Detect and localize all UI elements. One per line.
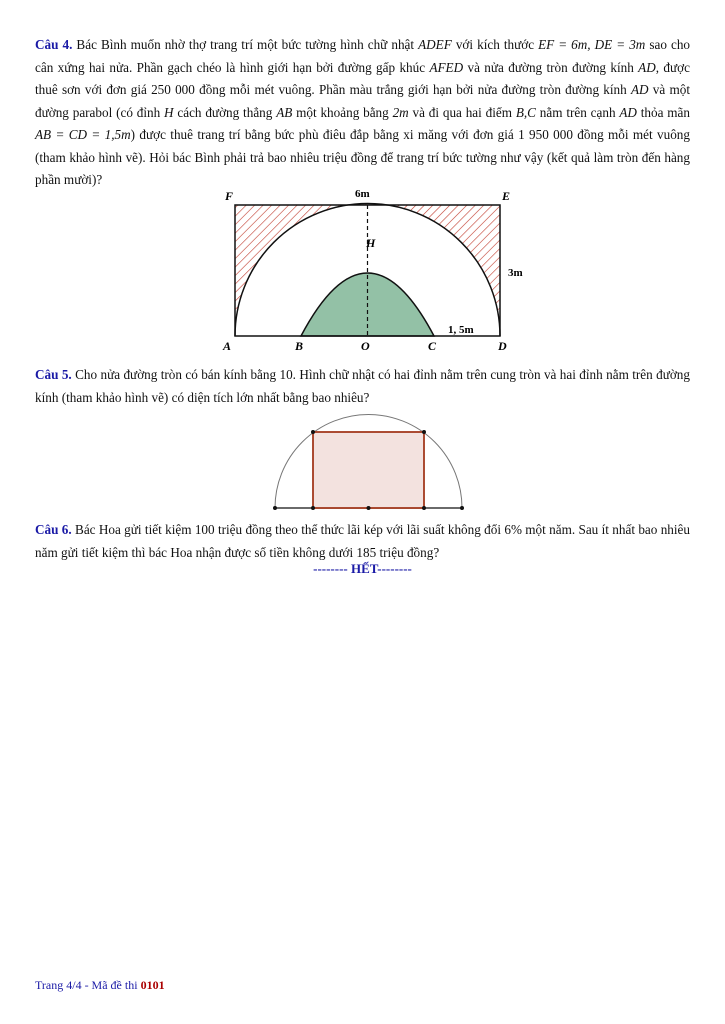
text: và đi qua hai điểm	[408, 104, 516, 120]
end-marker: -------- HẾT--------	[313, 561, 412, 576]
text: ) được thuê trang trí bằng bức phù điêu đắp bằng xi măng với đơn giá 1 950 000 đồng mỗi mét vuông (tham khảo hình vẽ). Hỏi bác Bình phải trả bao nhiêu triệu đồng để trang trí bức tường như vậy (kết quả làm tròn đến hàng phần mười)?	[35, 127, 690, 187]
question-5	[35, 364, 690, 409]
text: nằm trên cạnh	[535, 104, 620, 120]
math: 2m	[392, 104, 409, 120]
figure-semicircle-rectangle	[268, 410, 468, 514]
question-label: Câu 6.	[35, 522, 72, 537]
exam-code: 0101	[140, 978, 165, 992]
text: một khoảng bằng	[292, 104, 393, 120]
label-O: O	[361, 339, 370, 353]
text: và nửa đường tròn đường kính	[463, 59, 639, 75]
vertex-point	[422, 506, 426, 510]
endpoint	[273, 506, 277, 510]
math: AD	[619, 104, 637, 120]
math: B,C	[515, 104, 536, 120]
footer-text: Trang 4/4 - Mã đề thi	[35, 978, 141, 992]
question-label: Câu 5.	[35, 367, 72, 382]
math: EF = 6m,	[538, 37, 591, 52]
text: , được thuê sơn với đơn giá 250 000 đồng mỗi mét vuông. Phần màu trắng giới hạn bởi nửa đường tròn đường kính	[35, 59, 690, 97]
inscribed-rectangle	[313, 432, 424, 508]
math: AB	[276, 104, 293, 120]
label-E: E	[502, 189, 511, 203]
vertex-point	[422, 430, 426, 434]
text: Bác Hoa gửi tiết kiệm 100 triệu đồng theo thể thức lãi kép với lãi suất không đổi 6% một năm. Sau ít nhất bao nhiêu năm gửi tiết kiệm thì bác Hoa nhận được số tiền không dưới 185 triệu đồng?	[35, 522, 690, 560]
math: DE = 3m	[594, 37, 646, 52]
math: AD	[630, 82, 649, 97]
text: và một đường parabol (có đỉnh	[35, 82, 690, 120]
endpoint	[460, 506, 464, 510]
math: H	[164, 104, 174, 120]
label-F: F	[225, 189, 234, 203]
center-point	[367, 506, 371, 510]
label-right: 3m	[508, 267, 523, 279]
figure-wall-diagram	[215, 185, 525, 355]
text: cách đường thẳng	[173, 104, 277, 120]
math: AB = CD = 1,5m	[35, 127, 131, 142]
label-A: A	[223, 339, 232, 353]
label-seg: 1, 5m	[448, 324, 474, 336]
label-B: B	[295, 339, 304, 353]
math: AD	[638, 59, 656, 75]
label-top: 6m	[355, 188, 370, 200]
label-C: C	[428, 339, 437, 353]
page-footer	[35, 978, 165, 993]
question-6	[35, 519, 690, 564]
text: với kích thước	[451, 37, 539, 52]
label-D: D	[498, 339, 507, 353]
math: ADEF	[418, 37, 452, 52]
vertex-point	[311, 506, 315, 510]
text: Bác Bình muốn nhờ thợ trang trí một bức tường hình chữ nhật	[72, 37, 419, 52]
text: thỏa mãn	[636, 104, 690, 120]
question-4	[35, 34, 690, 192]
text: Cho nửa đường tròn có bán kính bằng 10. Hình chữ nhật có hai đỉnh nằm trên cung tròn và hai đỉnh nằm trên đường kính (tham khảo hình vẽ) có diện tích lớn nhất bằng bao nhiêu?	[35, 367, 690, 405]
math: AFED	[429, 59, 464, 75]
vertex-point	[311, 430, 315, 434]
label-H: H	[366, 236, 376, 250]
text: sao cho cân xứng hai nửa. Phần gạch chéo là hình giới hạn bởi đường gấp khúc	[35, 37, 691, 75]
question-label: Câu 4.	[35, 37, 73, 52]
